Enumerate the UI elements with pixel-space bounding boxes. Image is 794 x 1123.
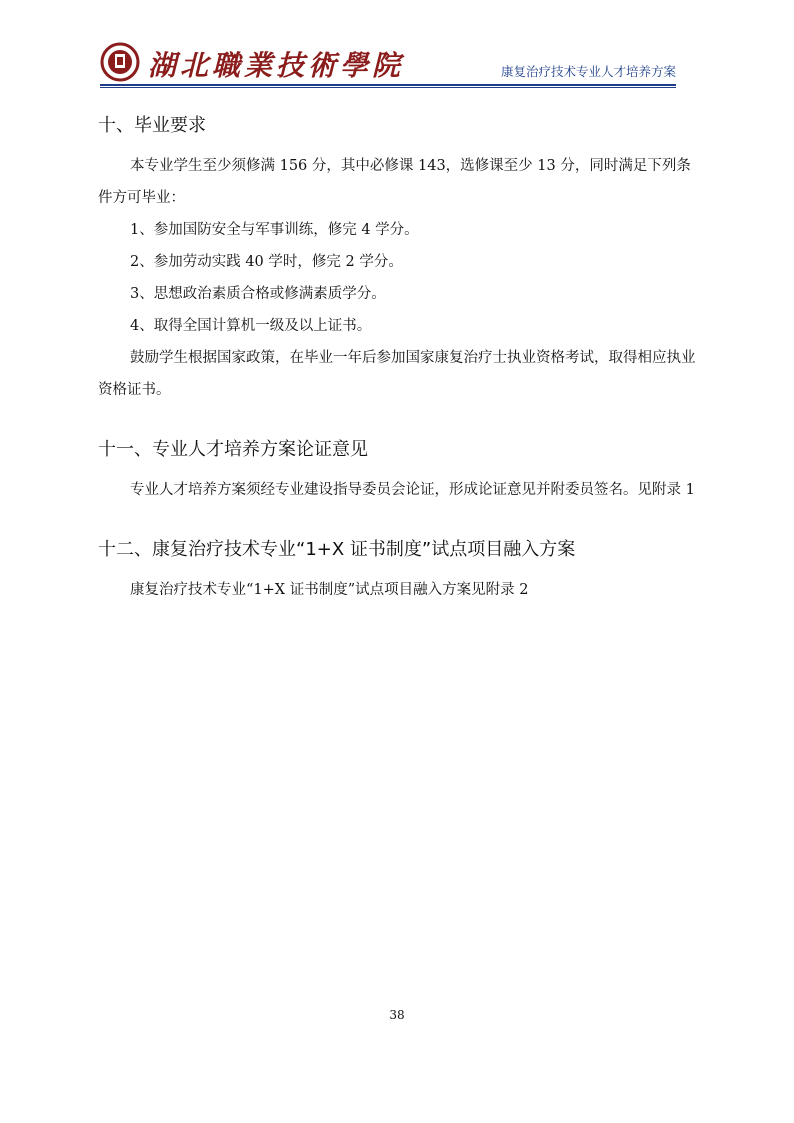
school-name-logo: 湖北職業技術學院 xyxy=(148,49,405,82)
list-item: 2、参加劳动实践 40 学时，修完 2 学分。 xyxy=(130,254,403,270)
section-program-review xyxy=(98,436,698,506)
paragraph: 康复治疗技术专业“1+X 证书制度”试点项目融入方案见附录 2 xyxy=(130,582,529,598)
section-heading: 十、毕业要求 xyxy=(98,115,206,136)
paragraph: 专业人才培养方案须经专业建设指导委员会论证，形成论证意见并附委员签名。见附录 1 xyxy=(130,482,695,498)
section-heading: 十一、专业人才培养方案论证意见 xyxy=(98,439,368,460)
paragraph: 鼓励学生根据国家政策，在毕业一年后参加国家康复治疗士执业资格考试，取得相应执业资格证书。 xyxy=(98,350,696,398)
section-graduation-requirements xyxy=(98,112,698,406)
document-title: 康复治疗技术专业人才培养方案 xyxy=(500,64,676,79)
header-divider xyxy=(100,84,676,88)
paragraph: 本专业学生至少须修满 156 分，其中必修课 143，选修课至少 13 分，同时满足下列条件方可毕业： xyxy=(98,158,691,206)
page-number: 38 xyxy=(389,1008,405,1022)
section-1x-certificate xyxy=(98,536,698,606)
list-item: 3、思想政治素质合格或修满素质学分。 xyxy=(130,286,386,302)
page-content xyxy=(98,112,698,606)
page-header xyxy=(100,38,676,86)
list-item: 1、参加国防安全与军事训练，修完 4 学分。 xyxy=(130,222,419,238)
school-emblem-icon xyxy=(100,42,140,82)
section-heading: 十二、康复治疗技术专业“1+X 证书制度”试点项目融入方案 xyxy=(98,539,576,560)
list-item: 4、取得全国计算机一级及以上证书。 xyxy=(130,318,372,334)
